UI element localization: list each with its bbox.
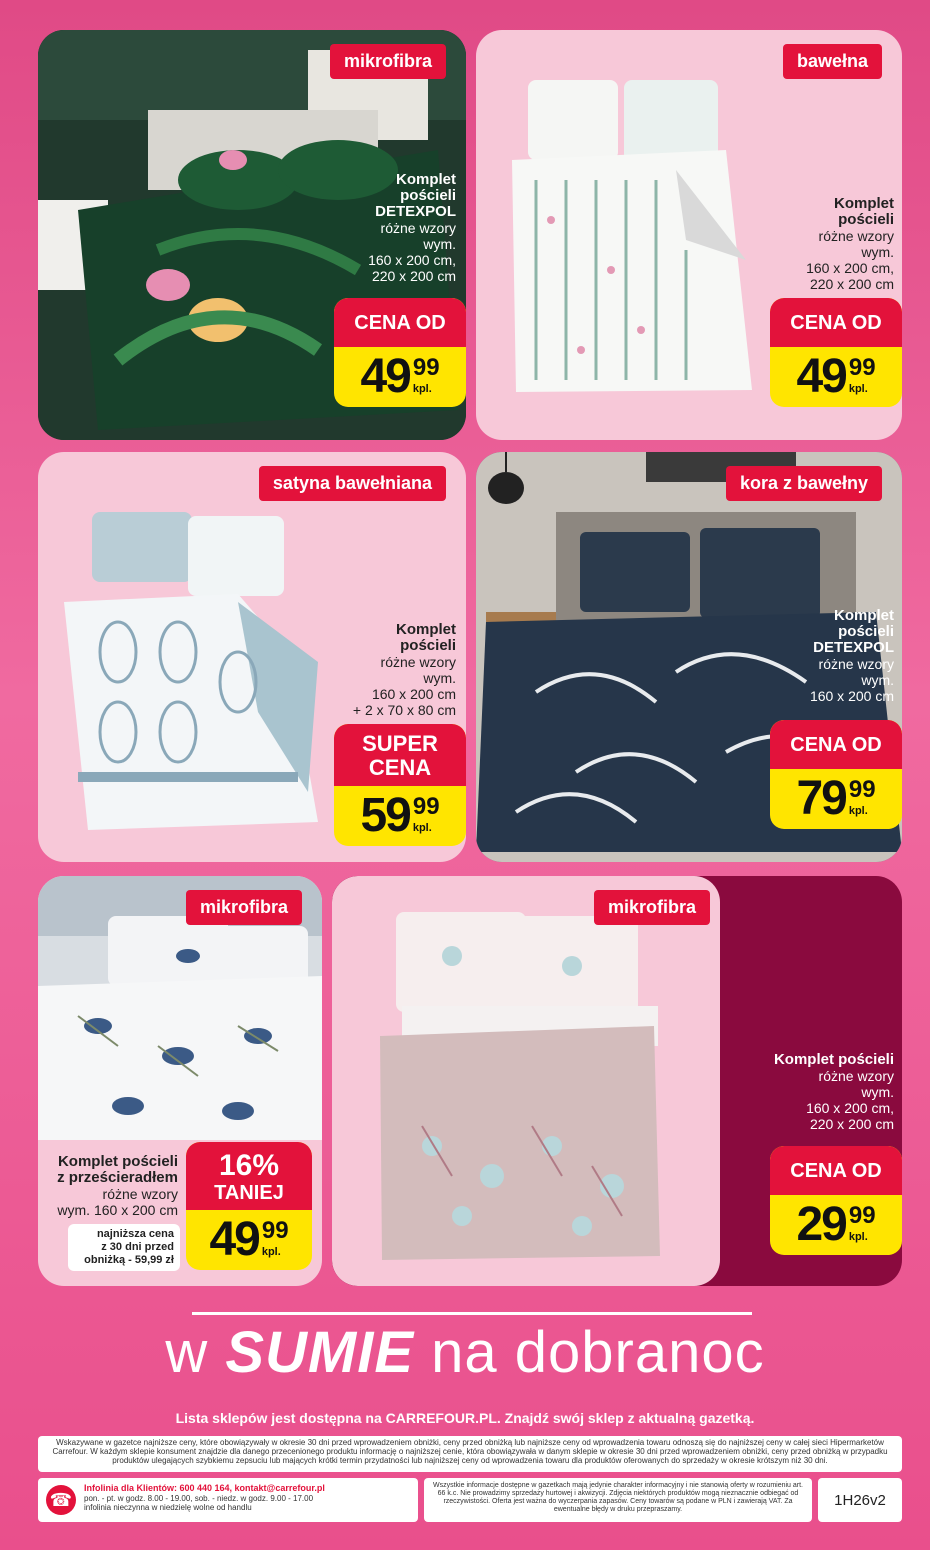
lowest-price-line: z 30 dni przed bbox=[101, 1241, 174, 1253]
material-tag: mikrofibra bbox=[594, 890, 710, 925]
material-tag: bawełna bbox=[783, 44, 882, 79]
price-amount bbox=[334, 347, 466, 407]
size-line: 160 x 200 cm, bbox=[806, 1100, 894, 1116]
price-unit: kpl. bbox=[412, 383, 432, 395]
legal-disclaimer: Wskazywane w gazetce najniższe ceny, które obowiązywały w okresie 30 dni przed wprowadzeniem obniżki, ceny przed obniżką lub najniższe ceny od wprowadzenia towaru odnoszą się do najniższej ceny w całej sieci Hipermarketów Carrefour. W każdym sklepie konsument znajdzie dla danego przecenionego produktu informację o najniższej cenie, która obowiązywała w danym sklepie w okresie 30 dni przed wprowadzeniem obniżki, ceny przed obniżką w przypadku produktów ulegających szybkiemu zepsuciu lub mających krótki termin przydatności lub najniższej ceny od wprowadzenia towaru dla produktów oferowanych do sprzedaży w okresie krótszym niż 30 dni. bbox=[38, 1436, 902, 1472]
product-name-line: Komplet bbox=[396, 171, 456, 188]
price-unit: kpl. bbox=[848, 383, 868, 395]
price-integer: 49 bbox=[360, 350, 410, 403]
product-name-line: DETEXPOL bbox=[375, 203, 456, 220]
product-name-line: pościeli bbox=[400, 637, 456, 654]
price-integer: 49 bbox=[209, 1213, 259, 1266]
product-name-line: pościeli bbox=[838, 623, 894, 640]
price-amount bbox=[770, 769, 902, 829]
size-line: wym. bbox=[861, 1084, 894, 1100]
infoline-note: infolinia nieczynna w niedzielę wolne od handlu bbox=[84, 1503, 252, 1512]
material-tag: satyna bawełniana bbox=[259, 466, 446, 501]
product-name-line: Komplet bbox=[834, 195, 894, 212]
headline-bold: SUMIE bbox=[225, 1320, 415, 1385]
variant-text: różne wzory bbox=[380, 220, 456, 236]
price-box bbox=[770, 298, 902, 407]
variant-text: różne wzory bbox=[380, 654, 456, 670]
discount-percent: 16% bbox=[218, 1149, 280, 1182]
product-name-line: Komplet pościeli bbox=[57, 1153, 178, 1170]
size-line: 160 x 200 cm, bbox=[368, 252, 456, 268]
offer-card-4[interactable] bbox=[476, 452, 902, 862]
offer-card-6[interactable] bbox=[332, 876, 902, 1286]
offer-card-1[interactable] bbox=[38, 30, 466, 440]
price-integer: 49 bbox=[796, 350, 846, 403]
material-tag: mikrofibra bbox=[186, 890, 302, 925]
price-integer: 79 bbox=[796, 772, 846, 825]
price-unit: kpl. bbox=[848, 1231, 868, 1243]
size-line: wym. 160 x 200 cm bbox=[57, 1202, 178, 1218]
infoline-hours: pon. - pt. w godz. 8.00 - 19.00, sob. - niedz. w godz. 9.00 - 17.00 bbox=[84, 1494, 314, 1503]
price-label: CENA OD bbox=[770, 298, 902, 347]
variant-text: różne wzory bbox=[818, 1068, 894, 1084]
material-tag: kora z bawełny bbox=[726, 466, 882, 501]
product-name-line: Komplet pościeli bbox=[773, 1051, 894, 1068]
product-name-line: Komplet bbox=[834, 607, 894, 624]
size-line: wym. bbox=[423, 670, 456, 686]
size-line: wym. bbox=[861, 672, 894, 688]
headline-post: na dobranoc bbox=[414, 1320, 765, 1385]
phone-icon: ☎ bbox=[46, 1485, 76, 1515]
price-box bbox=[186, 1142, 312, 1270]
product-description bbox=[806, 196, 894, 292]
lowest-price-line: obniżką - 59,99 zł bbox=[84, 1254, 174, 1266]
price-decimal: 99 bbox=[848, 776, 876, 803]
product-name-line: pościeli bbox=[400, 187, 456, 204]
offer-disclaimer: Wszystkie informacje dostępne w gazetkach mają jedynie charakter informacyjny i nie stanowią oferty w rozumieniu art. 66 k.c. Nie prowadzimy sprzedaży hurtowej i akwizycji. Zdjęcia niektórych produktów mogą nieznacznie odbiegać od rzeczywistości. Oferta jest ważna do wyczerpania zapasów. Ceny towarów są podane w PLN i zawierają VAT. Za ewentualne błędy w druku przepraszamy. bbox=[424, 1478, 812, 1522]
product-name-line: DETEXPOL bbox=[813, 639, 894, 656]
price-unit: kpl. bbox=[412, 822, 432, 834]
size-line: 160 x 200 cm bbox=[809, 688, 894, 704]
size-line: + 2 x 70 x 80 cm bbox=[352, 702, 456, 718]
price-label: CENA OD bbox=[770, 1146, 902, 1195]
price-amount bbox=[334, 786, 466, 846]
price-decimal: 99 bbox=[261, 1217, 289, 1244]
variant-text: różne wzory bbox=[818, 228, 894, 244]
price-integer: 59 bbox=[360, 789, 410, 842]
product-description bbox=[774, 1052, 894, 1132]
infoline-box bbox=[38, 1478, 418, 1522]
price-label: CENA OD bbox=[334, 298, 466, 347]
product-name-line: z prześcieradłem bbox=[57, 1169, 178, 1186]
price-label-line: SUPER bbox=[362, 731, 438, 756]
page-headline bbox=[0, 1318, 930, 1388]
product-name-line: Komplet bbox=[396, 621, 456, 638]
variant-text: różne wzory bbox=[102, 1186, 178, 1202]
size-line: 220 x 200 cm bbox=[809, 1116, 894, 1132]
product-description bbox=[810, 608, 894, 704]
price-box bbox=[334, 724, 466, 846]
variant-text: różne wzory bbox=[818, 656, 894, 672]
size-line: 160 x 200 cm, bbox=[806, 260, 894, 276]
headline-pre: w bbox=[165, 1320, 226, 1385]
price-label: CENA OD bbox=[770, 720, 902, 769]
price-label bbox=[334, 724, 466, 786]
price-integer: 29 bbox=[796, 1198, 846, 1251]
product-description bbox=[353, 622, 456, 718]
size-line: wym. bbox=[423, 236, 456, 252]
price-amount bbox=[770, 1195, 902, 1255]
price-label bbox=[186, 1142, 312, 1210]
price-box bbox=[770, 720, 902, 829]
price-box bbox=[334, 298, 466, 407]
price-decimal: 99 bbox=[848, 354, 876, 381]
price-decimal: 99 bbox=[412, 793, 440, 820]
product-name-line: pościeli bbox=[838, 211, 894, 228]
divider-line bbox=[192, 1312, 752, 1315]
lowest-price-note bbox=[68, 1224, 180, 1271]
lowest-price-line: najniższa cena bbox=[96, 1228, 174, 1240]
discount-word: TANIEJ bbox=[214, 1182, 284, 1204]
size-line: 220 x 200 cm bbox=[809, 276, 894, 292]
price-decimal: 99 bbox=[412, 354, 440, 381]
price-unit: kpl. bbox=[261, 1246, 281, 1258]
price-decimal: 99 bbox=[848, 1202, 876, 1229]
price-amount bbox=[186, 1210, 312, 1270]
stores-info-link[interactable]: Lista sklepów jest dostępna na CARREFOUR.PL. Znajdź swój sklep z aktualną gazetką. bbox=[175, 1410, 755, 1426]
price-unit: kpl. bbox=[848, 805, 868, 817]
offer-card-5[interactable] bbox=[38, 876, 322, 1286]
size-line: 220 x 200 cm bbox=[371, 268, 456, 284]
price-box bbox=[770, 1146, 902, 1255]
price-label-line: CENA bbox=[368, 755, 432, 780]
product-description bbox=[46, 1154, 178, 1218]
product-description bbox=[368, 172, 456, 284]
price-amount bbox=[770, 347, 902, 407]
size-line: wym. bbox=[861, 244, 894, 260]
offer-card-2[interactable] bbox=[476, 30, 902, 440]
material-tag: mikrofibra bbox=[330, 44, 446, 79]
infoline-title[interactable]: Infolinia dla Klientów: 600 440 164, kontakt@carrefour.pl bbox=[84, 1483, 325, 1493]
edition-code: 1H26v2 bbox=[818, 1478, 902, 1522]
bedding-photo-pink-flowers bbox=[332, 876, 720, 1286]
offer-card-3[interactable] bbox=[38, 452, 466, 862]
size-line: 160 x 200 cm bbox=[371, 686, 456, 702]
